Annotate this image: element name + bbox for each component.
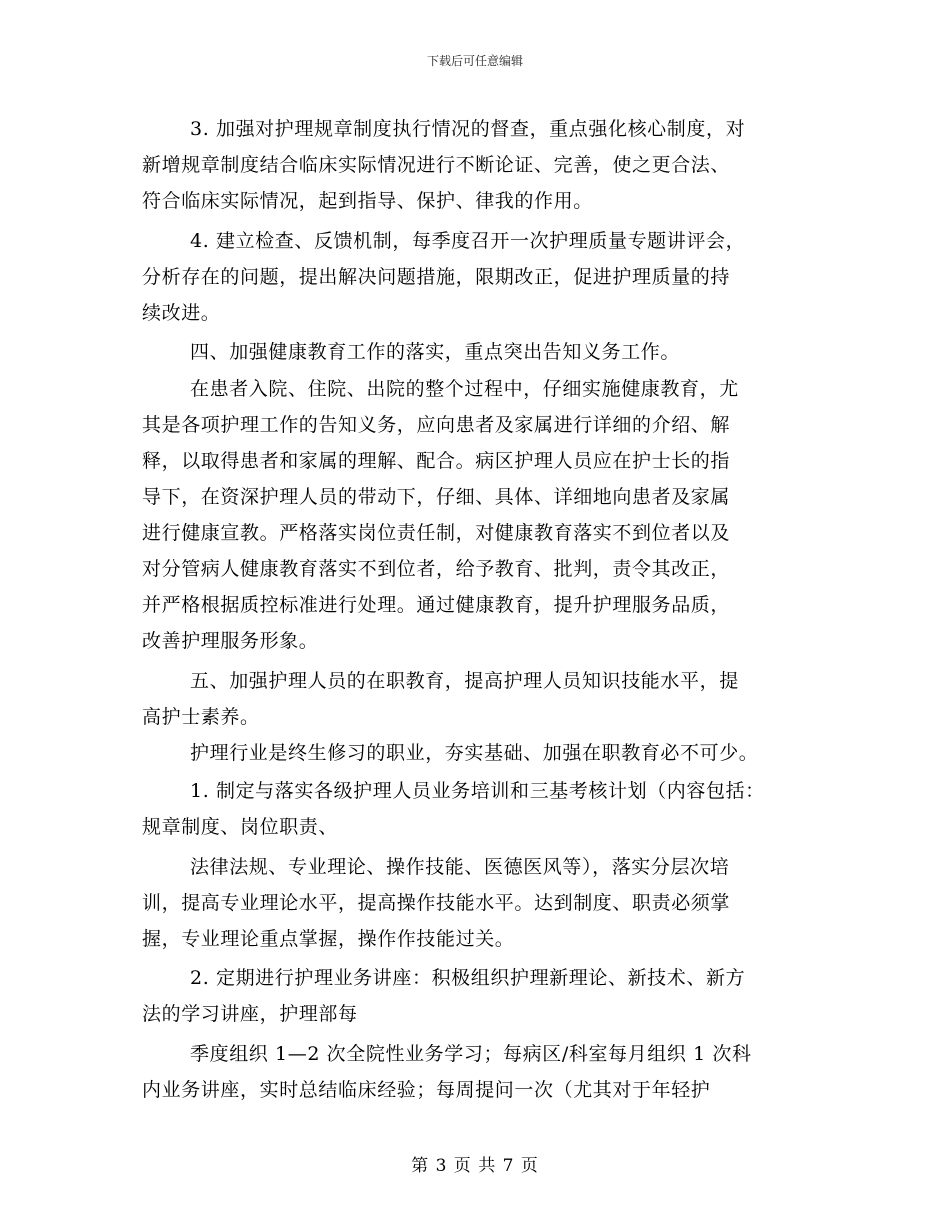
section-heading: 五、加强护理人员的在职教育，提高护理人员知识技能水平，提 <box>190 670 739 692</box>
section-heading: 四、加强健康教育工作的落实，重点突出告知义务工作。 <box>190 341 681 363</box>
text-line: 续改进。 <box>142 302 221 324</box>
text-line: 释，以取得患者和家属的理解、配合。病区护理人员应在护士长的指 <box>142 450 731 472</box>
text-line: 1. 制定与落实各级护理人员业务培训和三基考核计划（内容包括： <box>190 780 765 802</box>
text-line: 并严格根据质控标准进行处理。通过健康教育，提升护理服务品质， <box>142 594 731 616</box>
page-footer: 第 3 页 共 7 页 <box>411 1156 539 1176</box>
text-line: 对分管病人健康教育落实不到位者，给予教育、批判，责令其改正， <box>142 558 731 580</box>
text-line: 新增规章制度结合临床实际情况进行不断论证、完善，使之更合法、 <box>142 154 731 176</box>
section-heading: 高护士素养。 <box>142 706 260 728</box>
text-line: 3. 加强对护理规章制度执行情况的督查，重点强化核心制度，对 <box>190 118 746 140</box>
text-line: 符合临床实际情况，起到指导、保护、律我的作用。 <box>142 190 593 212</box>
text-line: 分析存在的问题，提出解决问题措施，限期改正，促进护理质量的持 <box>142 266 731 288</box>
text-line: 季度组织 1—2 次全院性业务学习；每病区/科室每月组织 1 次科 <box>190 1043 752 1065</box>
page-header: 下载后可任意编辑 <box>426 54 523 68</box>
text-line: 内业务讲座，实时总结临床经验；每周提问一次（尤其对于年轻护 <box>142 1079 711 1101</box>
text-line: 握，专业理论重点掌握，操作作技能过关。 <box>142 928 515 950</box>
text-line: 法律法规、专业理论、操作技能、医德医风等），落实分层次培 <box>190 856 730 878</box>
text-line: 规章制度、岗位职责、 <box>142 816 339 838</box>
text-line: 护理行业是终生修习的职业，夯实基础、加强在职教育必不可少。 <box>190 742 759 764</box>
text-line: 2. 定期进行护理业务讲座：积极组织护理新理论、新技术、新方 <box>190 967 746 989</box>
text-line: 4. 建立检查、反馈机制，每季度召开一次护理质量专题讲评会， <box>190 230 746 252</box>
text-line: 改善护理服务形象。 <box>142 630 319 652</box>
text-line: 其是各项护理工作的告知义务，应向患者及家属进行详细的介绍、解 <box>142 414 731 436</box>
text-line: 进行健康宣教。严格落实岗位责任制，对健康教育落实不到位者以及 <box>142 522 731 544</box>
text-line: 在患者入院、住院、出院的整个过程中，仔细实施健康教育，尤 <box>190 378 739 400</box>
text-line: 导下，在资深护理人员的带动下，仔细、具体、详细地向患者及家属 <box>142 486 731 508</box>
text-line: 训，提高专业理论水平，提高操作技能水平。达到制度、职责必须掌 <box>142 892 731 914</box>
text-line: 法的学习讲座，护理部每 <box>142 1003 358 1025</box>
